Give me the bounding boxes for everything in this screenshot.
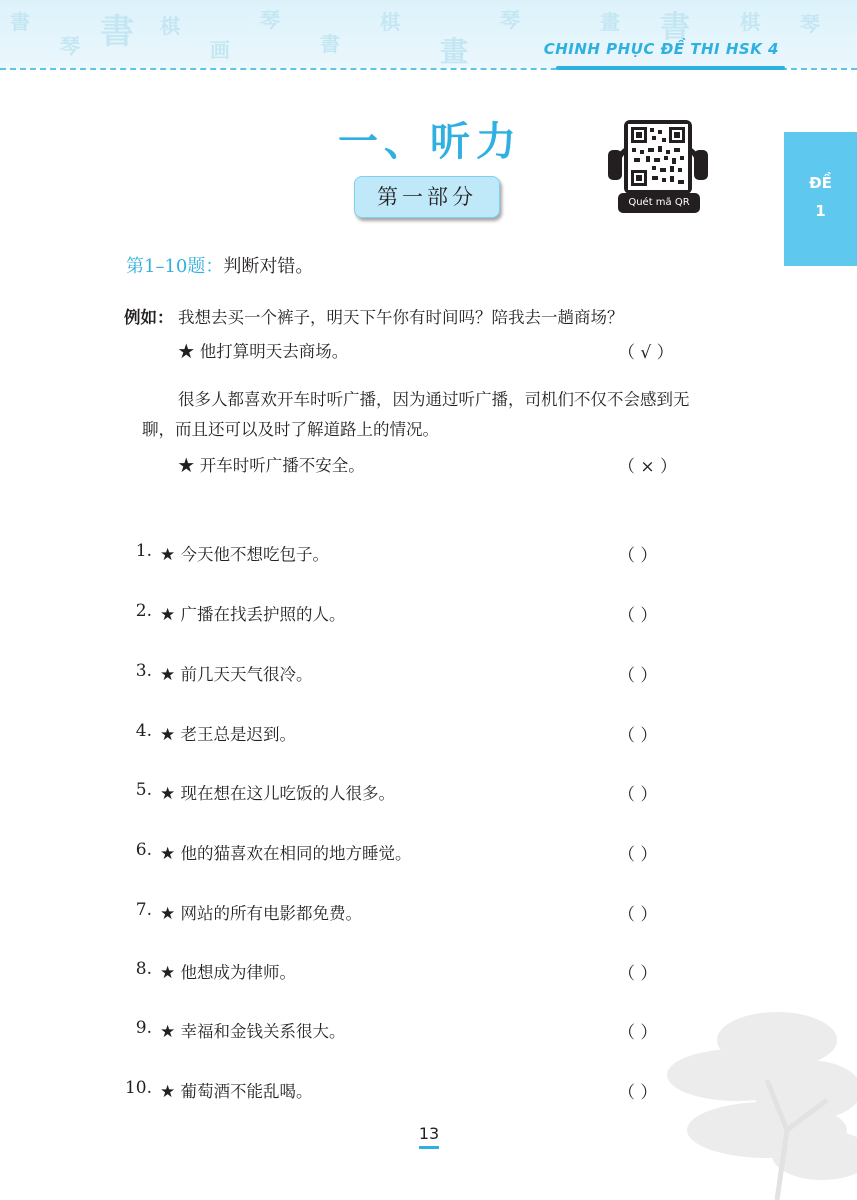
tree-decoration-icon [627, 980, 857, 1200]
question-text: 葡萄酒不能乱喝。 [180, 1082, 313, 1101]
exam-side-tab [784, 132, 857, 266]
calligraphy-decoration: 書 [660, 10, 690, 45]
question-text: 他的猫喜欢在相同的地方睡觉。 [180, 844, 412, 863]
calligraphy-decoration: 琴 [800, 12, 820, 36]
part-label: 第一部分 [354, 176, 500, 218]
calligraphy-decoration: 書 [320, 32, 340, 56]
question-number: 6. [135, 840, 152, 860]
star-icon: ★ [160, 605, 176, 625]
example-2-statement: ★ 开车时听广播不安全。 [178, 456, 365, 475]
calligraphy-decoration: 畫 [600, 10, 620, 34]
book-title-underline [556, 66, 785, 70]
example-2-answer: （ × ） [618, 457, 678, 477]
section-title: 一、听力 [338, 119, 522, 165]
side-tab-label: ĐỀ [809, 174, 832, 192]
question-text: 前几天天气很冷。 [180, 665, 313, 684]
star-icon: ★ [160, 1082, 176, 1102]
calligraphy-decoration: 琴 [500, 8, 520, 32]
answer-blank[interactable]: （ ） [618, 666, 658, 686]
example-1-statement: ★ 他打算明天去商场。 [178, 342, 349, 361]
answer-blank[interactable]: （ ） [618, 964, 658, 984]
question-number: 2. [135, 601, 152, 621]
star-icon: ★ [160, 963, 176, 983]
question-number: 8. [135, 959, 152, 979]
example-2-line-1: 很多人都喜欢开车时听广播，因为通过听广播，司机们不仅不会感到无 [178, 390, 690, 409]
question-text: 网站的所有电影都免费。 [180, 904, 362, 923]
instruction-text: 判断对错。 [223, 256, 314, 277]
question-number: 10. [124, 1078, 152, 1098]
star-icon: ★ [160, 844, 176, 864]
question-text: 他想成为律师。 [180, 963, 296, 982]
star-icon: ★ [160, 545, 176, 565]
calligraphy-decoration: 畫 [440, 35, 469, 68]
question-text: 广播在找丢护照的人。 [180, 605, 346, 624]
question-number: 5. [135, 780, 152, 800]
star-icon: ★ [160, 904, 176, 924]
example-1-answer: （ √ ） [618, 343, 674, 363]
answer-blank[interactable]: （ ） [618, 905, 658, 925]
question-number: 9. [135, 1018, 152, 1038]
answer-blank[interactable]: （ ） [618, 546, 658, 566]
calligraphy-decoration: 画 [210, 38, 230, 62]
instruction [126, 252, 313, 278]
calligraphy-decoration: 琴 [260, 8, 280, 32]
question-number: 7. [135, 900, 152, 920]
calligraphy-decoration: 棋 [160, 14, 180, 38]
calligraphy-decoration: 書 [10, 10, 30, 34]
question-number: 1. [135, 541, 152, 561]
star-icon: ★ [160, 725, 176, 745]
page-number-underline [419, 1146, 439, 1149]
qr-label: Quét mã QR [618, 193, 700, 213]
side-tab-number: 1 [815, 202, 826, 220]
question-text: 今天他不想吃包子。 [180, 545, 329, 564]
answer-blank[interactable]: （ ） [618, 726, 658, 746]
question-text: 现在想在这儿吃饭的人很多。 [180, 784, 395, 803]
answer-blank[interactable]: （ ） [618, 606, 658, 626]
star-icon: ★ [160, 784, 176, 804]
answer-blank[interactable]: （ ） [618, 785, 658, 805]
page-number: 13 [418, 1124, 440, 1143]
answer-blank[interactable]: （ ） [618, 1083, 658, 1103]
answer-blank[interactable]: （ ） [618, 1023, 658, 1043]
example-2-line-2: 聊，而且还可以及时了解道路上的情况。 [142, 420, 439, 439]
star-icon: ★ [160, 1022, 176, 1042]
question-number: 4. [135, 721, 152, 741]
example-label: 例如： [124, 308, 174, 327]
answer-blank[interactable]: （ ） [618, 845, 658, 865]
star-icon: ★ [160, 665, 176, 685]
calligraphy-decoration: 書 [100, 12, 134, 52]
calligraphy-decoration: 棋 [380, 10, 400, 34]
calligraphy-decoration: 棋 [740, 10, 760, 34]
book-title: CHINH PHỤC ĐỀ THI HSK 4 [543, 40, 779, 58]
question-number: 3. [135, 661, 152, 681]
question-range: 第1–10题： [126, 256, 224, 277]
question-text: 幸福和金钱关系很大。 [180, 1022, 346, 1041]
calligraphy-decoration: 琴 [60, 34, 80, 58]
question-text: 老王总是迟到。 [180, 725, 296, 744]
example-1-text: 我想去买一个裤子，明天下午你有时间吗？陪我去一趟商场？ [178, 308, 624, 327]
